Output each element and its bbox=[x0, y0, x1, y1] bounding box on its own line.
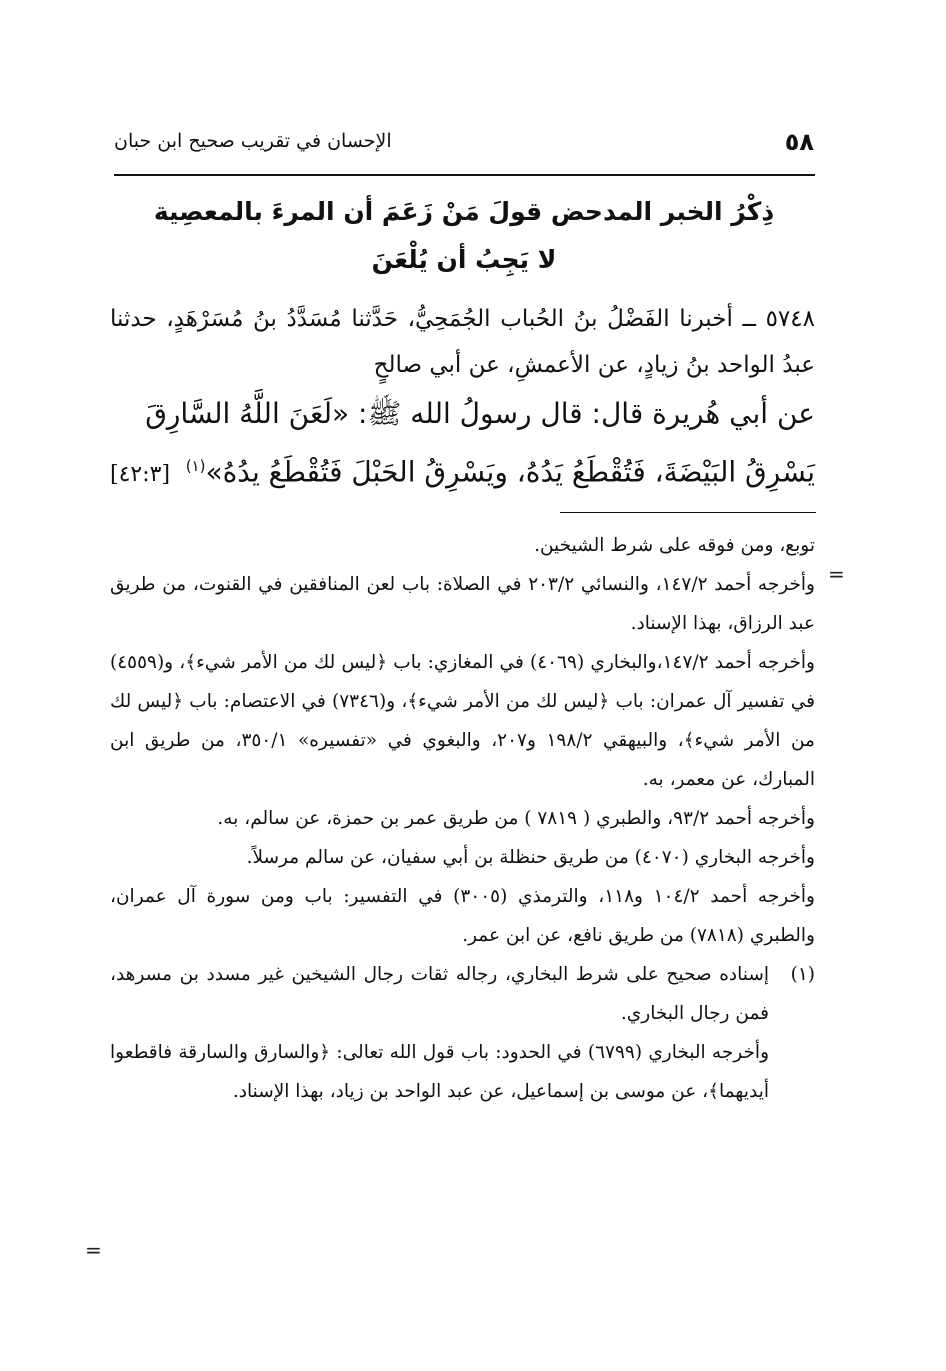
running-title: الإحسان في تقريب صحيح ابن حبان bbox=[114, 130, 392, 152]
footnote-paragraph: وأخرجه أحمد ١٤٧/٢،والبخاري (٤٠٦٩) في المغازي: باب ﴿ليس لك من الأمر شيء﴾، و(٤٥٥٩) في تفسير آل عمران: باب ﴿ليس لك من الأمر شيء﴾، و(٧٣٤٦) في الاعتصام: باب ﴿ليس لك من الأمر شيء﴾، والبيهقي ١٩٨/٢ و٢٠٧، والبغوي في «تفسيره» ٣٥٠/١، من طريق ابن المبارك، عن معمر، به. bbox=[110, 652, 816, 790]
page-header bbox=[114, 128, 814, 168]
chapter-heading-line-2: لا يَجِبُ أن يُلْعَنَ bbox=[371, 245, 557, 274]
footnote-paragraph: وأخرجه أحمد ٩٣/٢، والطبري ( ٧٨١٩ ) من طريق عمر بن حمزة، عن سالم، به. bbox=[217, 808, 815, 829]
header-rule bbox=[114, 174, 815, 176]
hadith-matn bbox=[110, 388, 815, 501]
hadith-matn-line-2-row bbox=[110, 440, 815, 501]
page-number: ٥٨ bbox=[784, 128, 814, 156]
chapter-heading bbox=[114, 188, 814, 284]
footnotes bbox=[110, 526, 815, 1111]
footnote-paragraph: وأخرجه أحمد ١٤٧/٢، والنسائي ٢٠٣/٢ في الصلاة: باب لعن المنافقين في القنوت، من طريق عبد الرزاق، بهذا الإسناد. bbox=[110, 574, 815, 634]
footnote-continuation-line: توبع، ومن فوقه على شرط الشيخين. bbox=[534, 535, 815, 556]
margin-mark-lower: = bbox=[85, 1238, 102, 1262]
hadith-5748 bbox=[110, 296, 815, 501]
hadith-isnad: ٥٧٤٨ ــ أخبرنا الفَضْلُ بنُ الحُباب الجُمَحِيُّ، حَدَّثنا مُسَدَّدُ بنُ مُسَرْهَدٍ، حدثنا عبدُ الواحد بنُ زيادٍ، عن الأعمشِ، عن أبي صالحٍ bbox=[110, 306, 815, 378]
footnote-marker: (١) bbox=[185, 457, 206, 475]
footnote-1-label: (١) bbox=[790, 964, 815, 985]
footnote-1-body bbox=[110, 955, 769, 1111]
hadith-matn-line-2 bbox=[186, 440, 815, 498]
footnote-1 bbox=[110, 955, 815, 1111]
margin-mark-upper: = bbox=[828, 562, 845, 586]
hadith-matn-line-2-text: يَسْرِقُ البَيْضَةَ، فَتُقْطَعُ يَدُهُ، ويَسْرِقُ الحَبْلَ فَتُقْطَعُ يدُهُ» bbox=[205, 455, 815, 489]
footnote-paragraph: وأخرجه أحمد ١٠٤/٢ و١١٨، والترمذي (٣٠٠٥) في التفسير: باب ومن سورة آل عمران، والطبري (٧٨١٨) من طريق نافع، عن ابن عمر. bbox=[110, 886, 815, 946]
chapter-heading-line-1: ذِكْرُ الخبر المدحض قولَ مَنْ زَعَمَ أن المرءَ بالمعصِية bbox=[153, 197, 775, 226]
footnote-rule bbox=[560, 512, 816, 513]
hadith-matn-line-1: عن أبي هُريرة قال: قال رسولُ الله ﷺ: «لَعَنَ اللَّهُ السَّارِقَ bbox=[145, 397, 815, 430]
footnote-paragraph: وأخرجه البخاري (٤٠٧٠) من طريق حنظلة بن أبي سفيان، عن سالم مرسلاً. bbox=[246, 847, 815, 868]
footnote-1-text: إسناده صحيح على شرط البخاري، رجاله ثقات رجال الشيخين غير مسدد بن مسرهد، فمن رجال البخاري. bbox=[110, 964, 769, 1024]
footnote-1-text-2: وأخرجه البخاري (٦٧٩٩) في الحدود: باب قول الله تعالى: ﴿والسارق والسارقة فاقطعوا أيديهما﴾، عن موسى بن إسماعيل، عن عبد الواحد بن زياد، بهذا الإسناد. bbox=[110, 1042, 770, 1102]
hadith-reference: [٤٢:٣] bbox=[110, 462, 171, 488]
